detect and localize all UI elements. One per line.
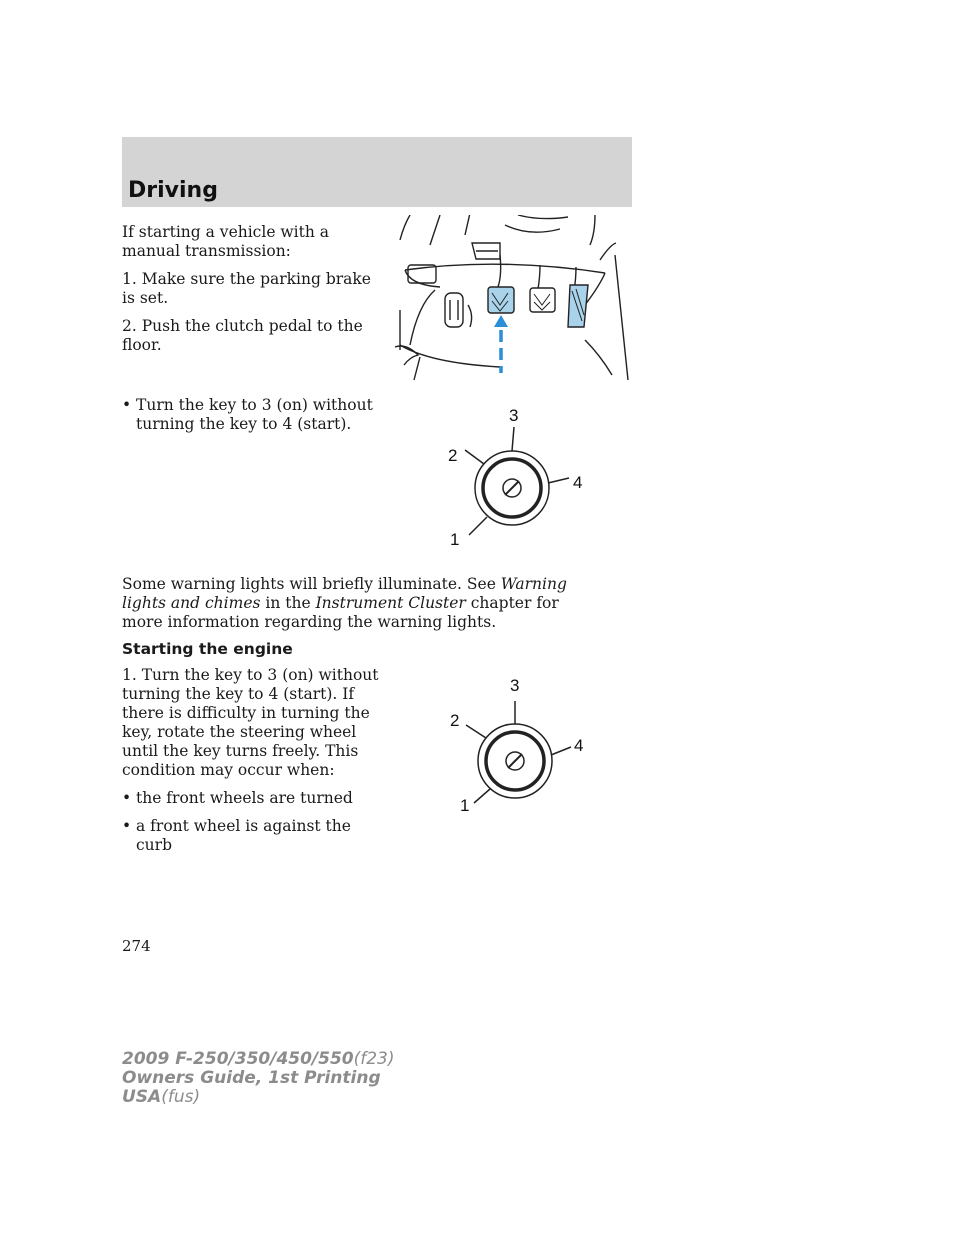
list-item: • a front wheel is against the curb <box>122 817 351 854</box>
ignition-label-3: 3 <box>510 676 520 695</box>
starting-steps <box>122 666 380 855</box>
ignition-label-2: 2 <box>450 711 460 730</box>
intro-text: If starting a vehicle with a manual transmission: <box>122 223 330 260</box>
ignition-diagram-1 <box>425 395 600 555</box>
ref-warning-lights: Warning lights and chimes <box>122 575 567 612</box>
ignition-label-1: 1 <box>450 530 460 549</box>
starting-engine-heading: Starting the engine <box>122 640 293 658</box>
page-number: 274 <box>122 937 151 955</box>
footer: 2009 F-250/350/450/550(f23) Owners Guide, 1st Printing USA(fus) <box>122 1049 395 1107</box>
ignition-label-2: 2 <box>448 446 458 465</box>
ignition-label-4: 4 <box>573 473 583 492</box>
step-parking-brake: 1. Make sure the parking brake is set. <box>122 270 371 307</box>
ignition-diagram-2 <box>430 665 605 825</box>
step-clutch: 2. Push the clutch pedal to the floor. <box>122 317 363 354</box>
manual-transmission-steps <box>122 223 380 355</box>
bullet-text: Turn the key to 3 (on) without turning the key to 4 (start). <box>136 396 373 433</box>
list-item: • the front wheels are turned <box>122 789 353 807</box>
ignition-label-4: 4 <box>574 736 584 755</box>
pedals-illustration <box>390 215 635 390</box>
ref-instrument-cluster: Instrument Cluster <box>315 594 466 612</box>
ignition-label-3: 3 <box>509 406 519 425</box>
starting-step-1: 1. Turn the key to 3 (on) without turning the key to 4 (start). If there is difficulty in turning the key, rotate the steering wheel until the key turns freely. This condition may occur when: <box>122 666 379 779</box>
ignition-label-1: 1 <box>460 796 470 815</box>
page-section-title: Driving <box>128 178 218 203</box>
bullet-turn-key: • Turn the key to 3 (on) without turning the key to 4 (start). <box>122 396 380 434</box>
warning-lights-paragraph: Some warning lights will briefly illuminate. See Warning lights and chimes in the Instrument Cluster chapter for more information regarding the warning lights. <box>122 575 567 631</box>
